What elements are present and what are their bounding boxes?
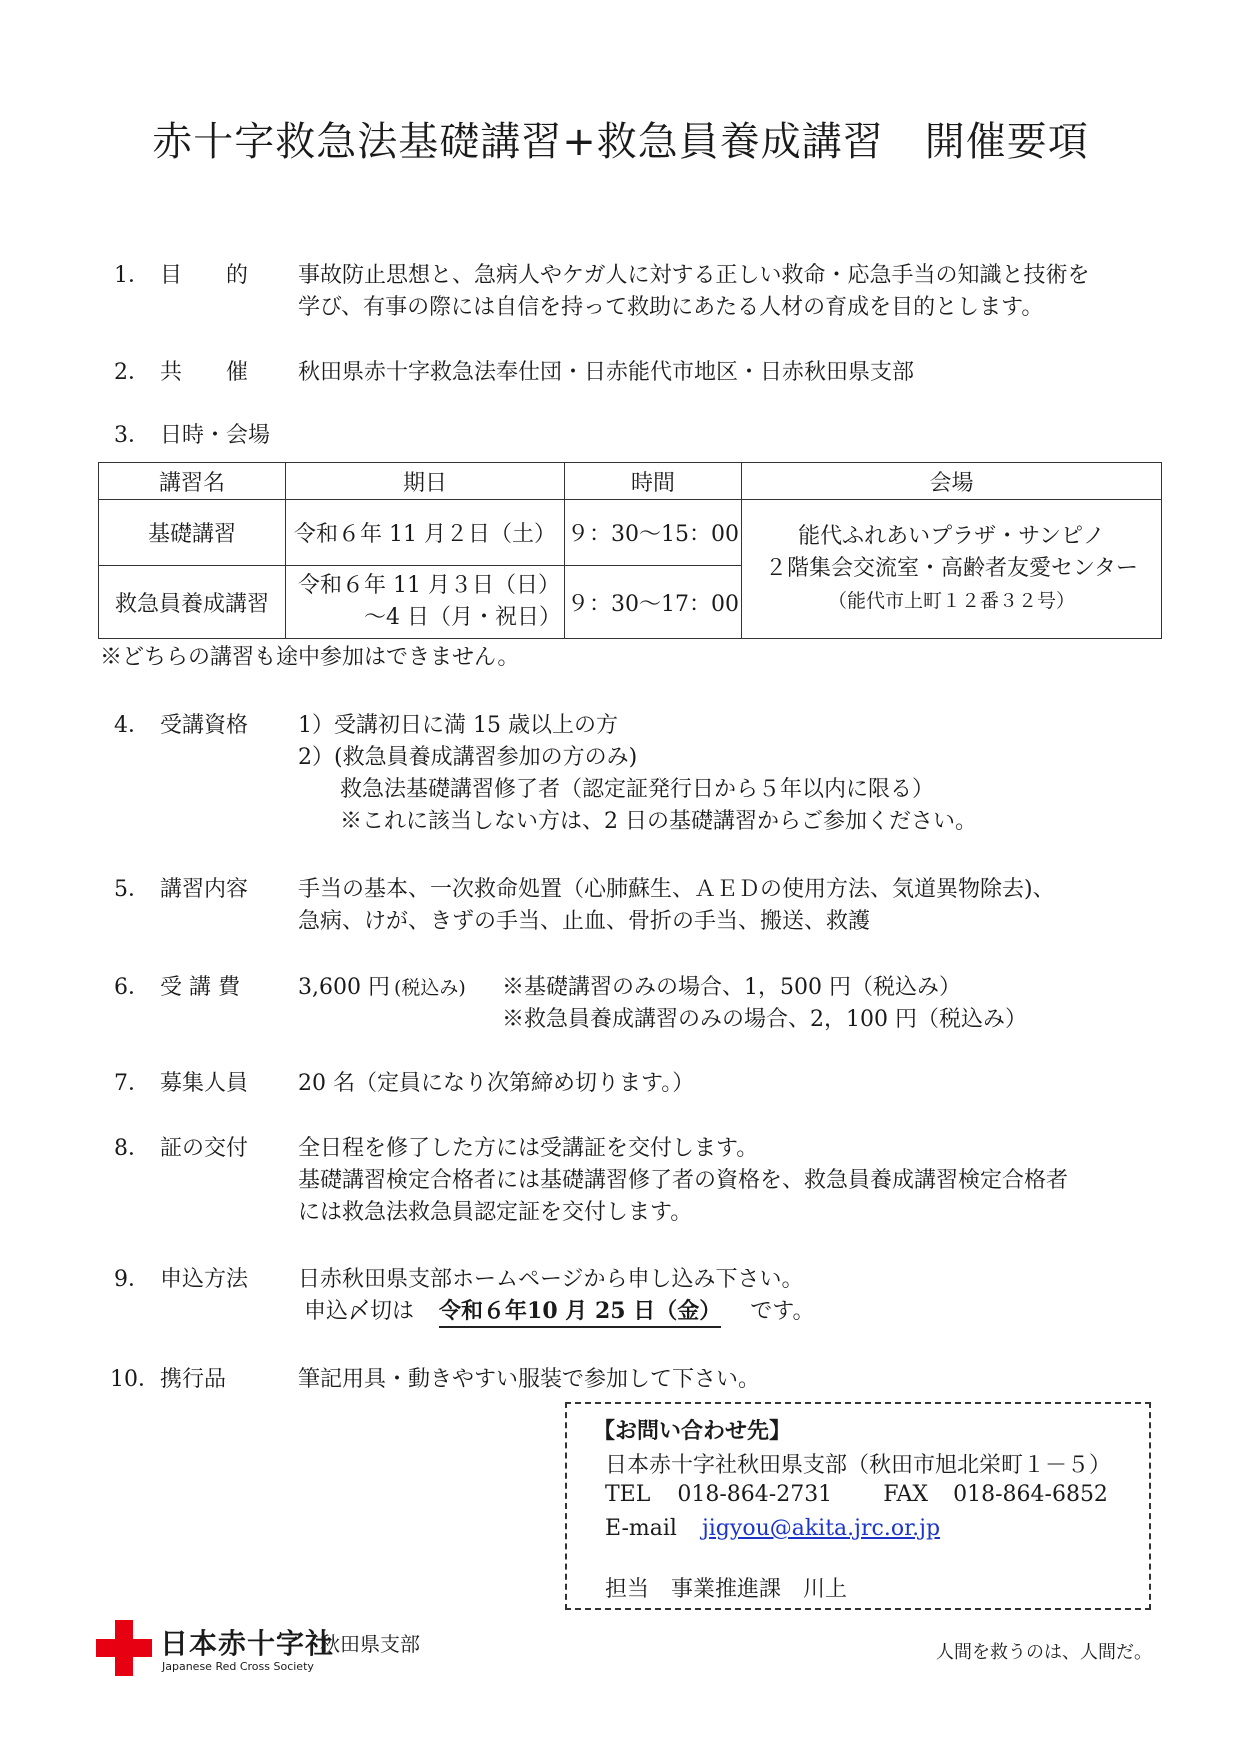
red-cross-icon: [96, 1620, 152, 1676]
logo-en: Japanese Red Cross Society: [162, 1660, 314, 1673]
contact-box: [565, 1402, 1151, 1610]
deadline-date: 令和６年10 月 25 日（金）: [439, 1298, 721, 1328]
section-2-label: 共 催: [160, 360, 249, 385]
fax-number: 018-864-6852: [953, 1482, 1108, 1507]
section-2-number: 2．: [114, 360, 150, 385]
contact-heading: 【お問い合わせ先】: [593, 1418, 792, 1444]
course-time: ９：30〜17：00: [565, 566, 742, 639]
table-header: 期日: [286, 463, 565, 500]
section-4-line: 1）受講初日に満 15 歳以上の方: [298, 713, 618, 738]
fax-label: FAX: [883, 1482, 929, 1507]
section-9-line: 日赤秋田県支部ホームページから申し込み下さい。: [298, 1267, 804, 1292]
course-date: 令和６年 11 月２日（土）: [286, 500, 565, 566]
tel-number: 018-864-2731: [677, 1482, 833, 1507]
section-5-line: 手当の基本、一次救命処置（心肺蘇生、ＡＥＤの使用方法、気道異物除去)、: [298, 877, 1055, 902]
course-name: 基礎講習: [99, 500, 286, 566]
table-header: 時間: [565, 463, 742, 500]
section-4-line: 2）(救急員養成講習参加の方のみ): [298, 745, 638, 770]
table-header: 講習名: [99, 463, 286, 500]
contact-tel: [605, 1482, 1108, 1507]
section-5-number: 5．: [114, 877, 150, 902]
section-9-number: 9．: [114, 1267, 150, 1292]
section-10-label: 携行品: [160, 1367, 227, 1392]
table-row: [99, 500, 1162, 566]
section-6-line: ※救急員養成講習のみの場合、2，100 円（税込み）: [502, 1007, 1027, 1032]
section-7-label: 募集人員: [160, 1071, 249, 1096]
section-5-line: 急病、けが、きずの手当、止血、骨折の手当、搬送、救護: [298, 909, 871, 934]
section-4-line: 救急法基礎講習修了者（認定証発行日から５年以内に限る）: [340, 777, 935, 802]
section-10-line: 筆記用具・動きやすい服装で参加して下さい。: [298, 1367, 761, 1392]
course-date-line: 令和６年 11 月３日（日）: [298, 573, 560, 598]
venue-name: 能代ふれあいプラザ・サンピノ: [798, 524, 1105, 549]
deadline-prefix: 申込〆切は: [304, 1299, 415, 1324]
section-6-line: ※基礎講習のみの場合、1，500 円（税込み）: [502, 975, 961, 1000]
contact-staff: 担当 事業推進課 川上: [605, 1577, 848, 1602]
section-7-number: 7．: [114, 1071, 150, 1096]
section-7-line: 20 名（定員になり次第締め切ります。）: [298, 1071, 695, 1096]
section-6-label: 受 講 費: [160, 975, 240, 1000]
course-name: 救急員養成講習: [99, 566, 286, 639]
section-9-label: 申込方法: [160, 1267, 249, 1292]
section-1-number: 1．: [114, 263, 150, 288]
section-3-number: 3．: [114, 423, 150, 448]
section-3-label: 日時・会場: [160, 423, 271, 448]
deadline-line: [304, 1294, 814, 1325]
email-label: E-mail: [605, 1516, 677, 1541]
schedule-table: [98, 462, 1162, 639]
section-8-number: 8．: [114, 1136, 150, 1161]
section-4-label: 受講資格: [160, 713, 249, 738]
slogan: 人間を救うのは、人間だ。: [936, 1642, 1152, 1663]
venue-cell: [742, 500, 1162, 639]
email-link[interactable]: jigyou@akita.jrc.or.jp: [701, 1516, 941, 1541]
table-header: 会場: [742, 463, 1162, 500]
fee-tax-note: (税込み): [393, 977, 466, 999]
course-date: [286, 566, 565, 639]
section-1-line: 事故防止思想と、急病人やケガ人に対する正しい救命・応急手当の知識と技術を: [298, 263, 1090, 288]
section-2-line: 秋田県赤十字救急法奉仕団・日赤能代市地区・日赤秋田県支部: [298, 360, 915, 385]
page-title: 赤十字救急法基礎講習+救急員養成講習 開催要項: [152, 119, 1089, 165]
section-8-label: 証の交付: [160, 1136, 249, 1161]
section-4-line: ※これに該当しない方は、2 日の基礎講習からご参加ください。: [340, 809, 977, 834]
logo-jp: 日本赤十字社: [160, 1627, 335, 1660]
course-time: ９：30〜15：00: [565, 500, 742, 566]
section-8-line: 基礎講習検定合格者には基礎講習修了者の資格を、救急員養成講習検定合格者: [298, 1168, 1069, 1193]
section-1-label: 目 的: [160, 263, 249, 288]
course-date-line: 〜4 日（月・祝日）: [364, 605, 561, 630]
section-1-line: 学び、有事の際には自信を持って救助にあたる人材の育成を目的とします。: [298, 295, 1044, 320]
fee-value: 3,600 円: [298, 975, 390, 1000]
contact-org: 日本赤十字社秋田県支部（秋田市旭北栄町１－５）: [605, 1453, 1112, 1478]
branch-name: 秋田県支部: [320, 1632, 420, 1656]
section-4-number: 4．: [114, 713, 150, 738]
fee-amount: [298, 970, 466, 1001]
venue-room: ２階集会交流室・高齢者友愛センター: [764, 556, 1139, 581]
section-6-number: 6．: [114, 975, 150, 1000]
schedule-note: ※どちらの講習も途中参加はできません。: [100, 645, 520, 670]
section-8-line: には救急法救急員認定証を交付します。: [298, 1200, 693, 1225]
contact-email: [605, 1516, 940, 1541]
section-10-number: 10．: [110, 1367, 160, 1392]
venue-address: （能代市上町１２番３２号）: [827, 590, 1075, 612]
section-5-label: 講習内容: [160, 877, 249, 902]
section-8-line: 全日程を修了した方には受講証を交付します。: [298, 1136, 759, 1161]
deadline-suffix: です。: [750, 1299, 815, 1324]
tel-label: TEL: [605, 1482, 651, 1507]
